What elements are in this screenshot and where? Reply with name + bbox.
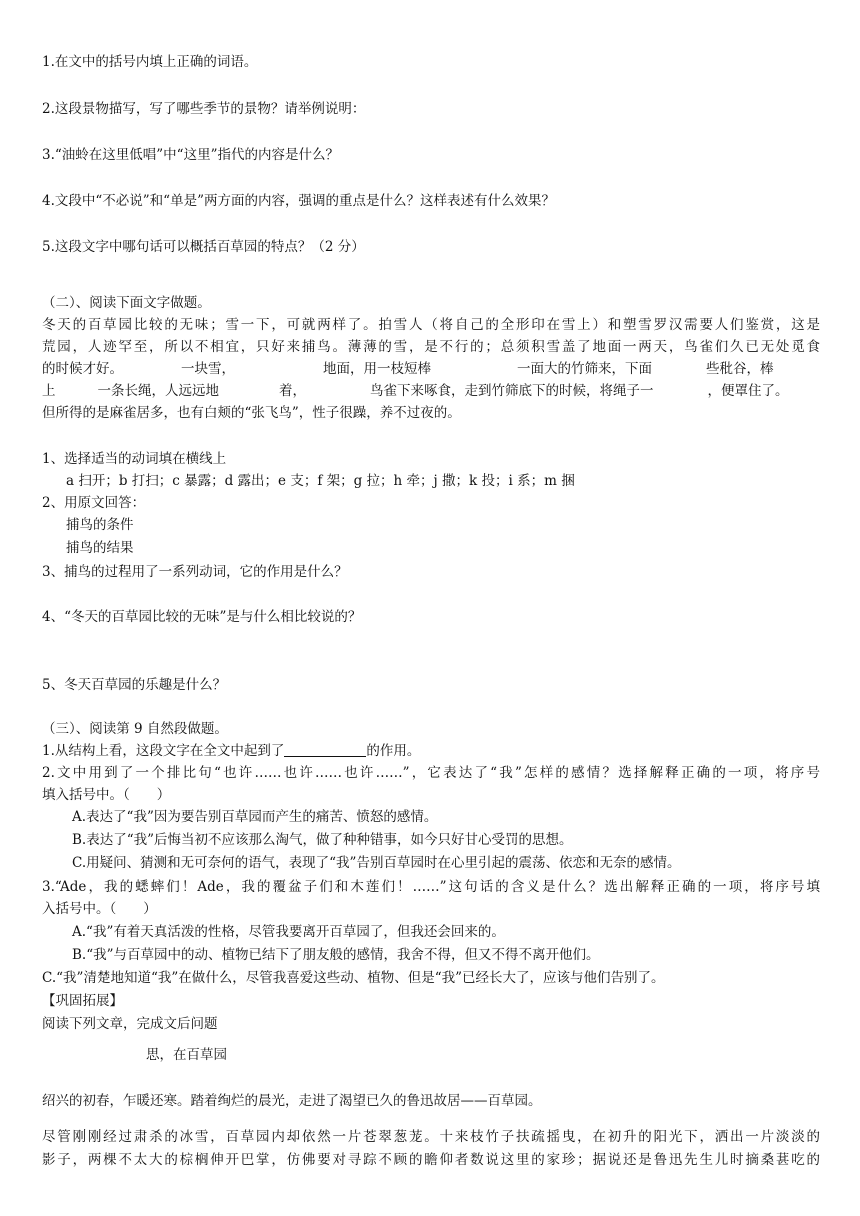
s2-passage-line-1: 冬天的百草园比较的无味；雪一下，可就两样了。拍雪人（将自己的全形印在雪上）和塑雪罗汉需要人们鉴赏，这是: [42, 317, 820, 333]
s3-question-2-line-1: 2.文中用到了一个排比句“也许……也许……也许……”，它表达了“我”怎样的感情？选择解释正确的一项，将序号: [42, 765, 820, 781]
passage-fragment: 着，: [279, 383, 306, 399]
passage-fragment: 的时候才好。: [42, 361, 123, 377]
s2-passage-line-3: [42, 358, 820, 380]
s1-question-5: 5.这段文字中哪句话可以概括百草园的特点？（2 分）: [42, 239, 365, 255]
s2-question-2: 2、用原文回答：: [42, 495, 146, 511]
s2-question-2-a: 捕鸟的条件: [66, 517, 134, 533]
s3-question-3-option-b: B.“我”与百草园中的动、植物已结下了朋友般的感情，我舍不得，但又不得不离开他们。: [72, 947, 600, 963]
article-paragraph-2-line-1: 尽管刚刚经过肃杀的冰雪，百草园内却依然一片苍翠葱茏。十来枝竹子扶疏摇曳，在初升的阳光下，洒出一片淡淡的: [42, 1129, 820, 1145]
s2-question-1-options: a 扫开；b 打扫；c 暴露；d 露出；e 支；f 架；g 拉；h 牵；j 撒；k 投；i 系；m 捆: [66, 473, 575, 489]
s3-heading: （三）、阅读第 9 自然段做题。: [42, 721, 228, 737]
s3-question-1: [42, 740, 420, 762]
passage-fragment: 些秕谷，棒: [706, 361, 774, 377]
extension-instruction: 阅读下列文章，完成文后问题: [42, 1016, 218, 1032]
s2-question-3: 3、捕鸟的过程用了一系列动词，它的作用是什么？: [42, 564, 348, 580]
passage-fragment: 一块雪，: [181, 361, 235, 377]
s3-question-3-line-2: 入括号中。（ ）: [42, 901, 157, 917]
passage-fragment: 一面大的竹筛来，下面: [517, 361, 652, 377]
answer-blank[interactable]: [284, 742, 366, 757]
s2-question-4: 4、“冬天的百草园比较的无味”是与什么相比较说的？: [42, 609, 362, 625]
s3-q1-prefix: 1.从结构上看，这段文字在全文中起到了: [42, 743, 285, 759]
s3-question-3-option-c: C.“我”清楚地知道“我”在做什么，尽管我喜爱这些动、植物、但是“我”已经长大了，应该与他们告别了。: [42, 970, 665, 986]
passage-fragment: 一条长绳，人远远地: [97, 383, 219, 399]
s3-question-3-option-a: A.“我”有着天真活泼的性格，尽管我要离开百草园了，但我还会回来的。: [72, 924, 505, 940]
s2-heading: （二）、阅读下面文字做题。: [42, 295, 211, 311]
passage-fragment: ，便罩住了。: [707, 383, 789, 399]
article-paragraph-2-line-2: 影子，两棵不太大的棕榈伸开巴掌，仿佛要对寻踪不顾的瞻仰者数说这里的家珍；据说还是鲁迅先生儿时摘桑葚吃的: [42, 1152, 820, 1168]
article-title: 思，在百草园: [146, 1047, 227, 1063]
s2-question-5: 5、冬天百草园的乐趣是什么？: [42, 677, 227, 693]
s3-question-3-line-1: 3.“Ade，我的蟋蟀们！Ade，我的覆盆子们和木莲们！……”这句话的含义是什么？选出解释正确的一项，将序号填: [42, 879, 820, 895]
s3-q1-suffix: 的作用。: [366, 743, 421, 759]
s2-passage-line-4: [42, 380, 820, 402]
s3-question-2-option-c: C.用疑问、猜测和无可奈何的语气，表现了“我”告别百草园时在心里引起的震荡、依恋和无奈的感情。: [72, 855, 681, 871]
extension-heading: 【巩固拓展】: [42, 993, 123, 1009]
s2-question-2-b: 捕鸟的结果: [66, 540, 134, 556]
passage-fragment: 鸟雀下来啄食，走到竹筛底下的时候，将绳子一: [370, 383, 654, 399]
s1-question-1: 1.在文中的括号内填上正确的词语。: [42, 54, 258, 70]
s1-question-2: 2.这段景物描写，写了哪些季节的景物？请举例说明：: [42, 101, 366, 117]
s2-question-1: 1、选择适当的动词填在横线上: [42, 451, 227, 467]
s3-question-2-option-a: A.表达了“我”因为要告别百草园而产生的痛苦、愤怒的感情。: [72, 809, 438, 825]
s1-question-4: 4.文段中“不必说”和“单是”两方面的内容，强调的重点是什么？这样表述有什么效果？: [42, 193, 555, 209]
s2-passage-line-5: 但所得的是麻雀居多，也有白颊的“张飞鸟”，性子很躁，养不过夜的。: [42, 405, 461, 421]
s3-question-2-line-2: 填入括号中。（ ）: [42, 787, 171, 803]
article-paragraph-1: 绍兴的初春，乍暖还寒。踏着绚烂的晨光，走进了渴望已久的鲁迅故居——百草园。: [42, 1093, 542, 1109]
passage-fragment: 上: [42, 383, 56, 399]
passage-fragment: 地面，用一枝短棒: [323, 361, 431, 377]
s2-passage-line-2: 荒园，人迹罕至，所以不相宜，只好来捕鸟。薄薄的雪，是不行的；总须积雪盖了地面一两天，鸟雀们久已无处觅食: [42, 339, 820, 355]
s3-question-2-option-b: B.表达了“我”后悔当初不应该那么淘气，做了种种错事，如今只好甘心受罚的思想。: [72, 832, 573, 848]
s1-question-3: 3.“油蛉在这里低唱”中“这里”指代的内容是什么？: [42, 147, 339, 163]
